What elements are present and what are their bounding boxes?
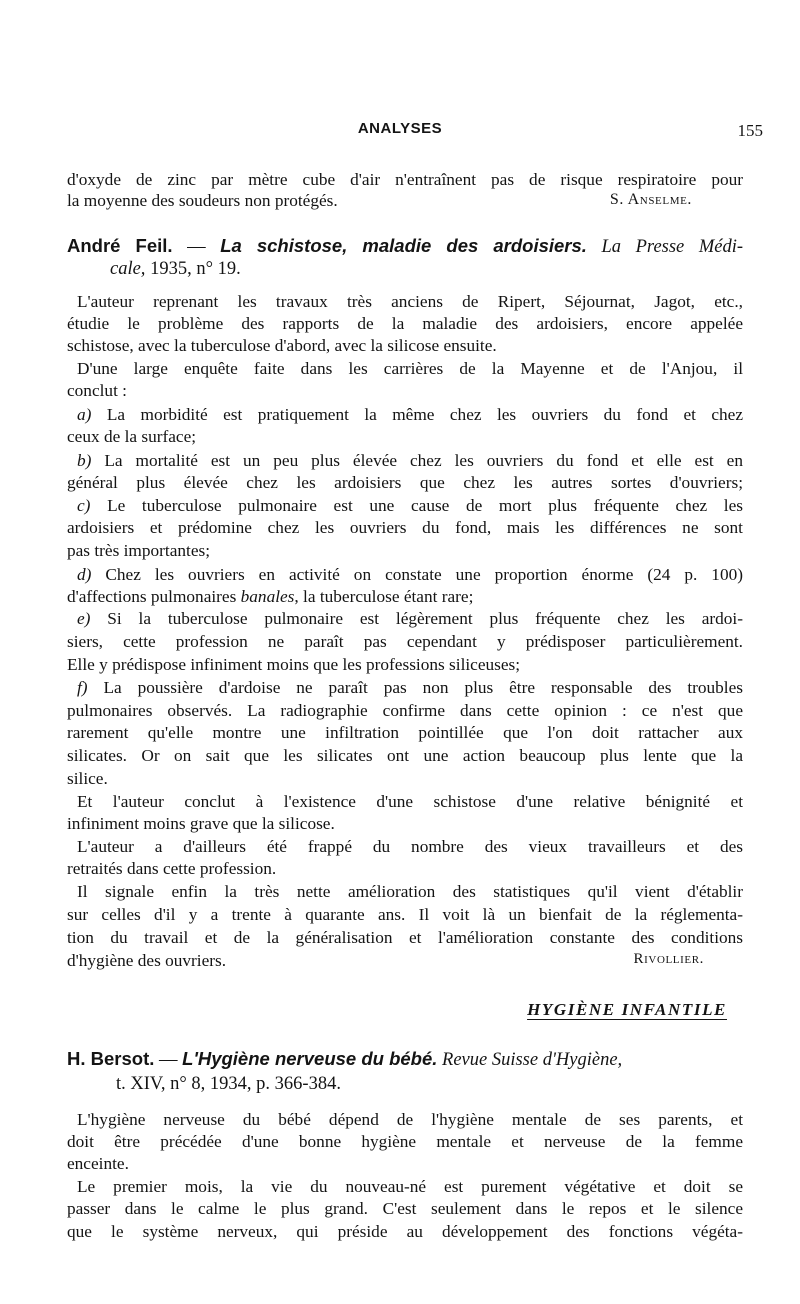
item-marker-d: d) bbox=[77, 565, 92, 584]
running-header-title: ANALYSES bbox=[357, 120, 443, 137]
section-heading: HYGIÈNE INFANTILE bbox=[527, 1000, 727, 1019]
article1-text-segment: , la tuberculose étant rare; bbox=[294, 587, 474, 606]
article2-reference bbox=[67, 1048, 743, 1071]
article2-journal: Revue Suisse d'Hygiène, bbox=[437, 1050, 623, 1070]
article2-line: que le système nerveux, qui préside au développement des fonctions végéta- bbox=[67, 1222, 743, 1241]
article1-reference-cont bbox=[110, 258, 743, 280]
article1-reference bbox=[67, 235, 743, 258]
article1-line: ceux de la surface; bbox=[67, 427, 197, 446]
article2-title: L'Hygiène nerveuse du bébé. bbox=[182, 1048, 438, 1069]
article1-line: Chez les ouvriers en activité on constate une proportion énorme (24 p. 100) bbox=[105, 565, 743, 584]
article1-line: Il signale enfin la très nette amélioration des statistiques qu'il vient d'établir bbox=[77, 882, 743, 901]
article1-line: infiniment moins grave que la silicose. bbox=[67, 814, 335, 833]
item-marker-b: b) bbox=[77, 451, 92, 470]
article1-line: rarement qu'elle montre une infiltration pointillée que l'on doit rattacher aux bbox=[67, 723, 743, 742]
article1-item-e bbox=[67, 609, 743, 630]
article1-line: Le tuberculose pulmonaire est une cause de mort plus fréquente chez les bbox=[107, 496, 743, 515]
article1-item-f bbox=[67, 678, 743, 699]
item-marker-a: a) bbox=[77, 405, 92, 424]
article1-italic-word: banales bbox=[240, 587, 295, 606]
article1-journal-part1: La Presse Médi- bbox=[586, 237, 744, 257]
article1-text-segment: d'affections pulmonaires bbox=[67, 587, 241, 606]
article1-line: L'auteur a d'ailleurs été frappé du nombre des vieux travailleurs et des bbox=[77, 837, 743, 856]
article1-item-d bbox=[67, 565, 743, 586]
article1-line: conclut : bbox=[67, 381, 127, 400]
item-marker-f: f) bbox=[77, 678, 88, 697]
article1-line: siers, cette profession ne paraît pas cependant y prédisposer particulièrement. bbox=[67, 632, 743, 651]
article1-item-a bbox=[67, 405, 743, 426]
item-marker-e: e) bbox=[77, 609, 91, 628]
article2-dash: — bbox=[154, 1050, 183, 1070]
article2-citation: t. XIV, n° 8, 1934, p. 366-384. bbox=[116, 1074, 341, 1094]
article1-line: D'une large enquête faite dans les carrières de la Mayenne et de l'Anjou, il bbox=[77, 359, 743, 378]
article1-line-with-italic bbox=[67, 587, 743, 608]
page-number: 155 bbox=[737, 121, 763, 140]
article1-line: silice. bbox=[67, 769, 108, 788]
article1-line: La poussière d'ardoise ne paraît pas non plus être responsable des troubles bbox=[103, 678, 743, 697]
article1-line: Elle y prédispose infiniment moins que les professions siliceuses; bbox=[67, 655, 521, 674]
article1-dash: — bbox=[172, 237, 221, 257]
article1-line: général plus élevée chez les ardoisiers que chez les autres sortes d'ouvriers; bbox=[67, 473, 743, 492]
article1-item-c bbox=[67, 496, 743, 517]
item-marker-c: c) bbox=[77, 496, 91, 515]
article1-line: d'hygiène des ouvriers. bbox=[67, 951, 227, 970]
article2-line: Le premier mois, la vie du nouveau-né est purement végétative et doit se bbox=[77, 1177, 743, 1196]
article1-citation: 1935, n° 19. bbox=[145, 259, 241, 279]
article2-author: H. Bersot. bbox=[67, 1048, 155, 1069]
article1-author: André Feil. bbox=[67, 235, 173, 256]
article1-signature: Rivollier. bbox=[633, 951, 704, 967]
article1-line: La mortalité est un peu plus élevée chez les ouvriers du fond et elle est en bbox=[104, 451, 743, 470]
article1-line: L'auteur reprenant les travaux très anciens de Ripert, Séjournat, Jagot, etc., bbox=[77, 292, 743, 311]
article1-line: tion du travail et de la généralisation et l'amélioration constante des conditions bbox=[67, 928, 743, 947]
article1-line: retraités dans cette profession. bbox=[67, 859, 277, 878]
article1-line: ardoisiers et prédomine chez les ouvriers du fond, mais les différences ne sont bbox=[67, 518, 743, 537]
article1-title: La schistose, maladie des ardoisiers. bbox=[220, 235, 587, 256]
article1-line: pulmonaires observés. La radiographie confirme dans cette opinion : ce n'est que bbox=[67, 701, 743, 720]
intro-signature: S. Anselme. bbox=[609, 191, 692, 208]
article2-line: enceinte. bbox=[67, 1154, 129, 1173]
article1-journal-part2: cale, bbox=[110, 259, 146, 279]
article1-line: sur celles d'il y a trente à quarante ans. Il voit là un bienfait de la réglementa- bbox=[67, 905, 743, 924]
article1-line: étudie le problème des rapports de la maladie des ardoisiers, encore appelée bbox=[67, 314, 743, 333]
article2-line: doit être précédée d'une bonne hygiène mentale et nerveuse de la femme bbox=[67, 1132, 743, 1151]
article2-line: L'hygiène nerveuse du bébé dépend de l'hygiène mentale de ses parents, et bbox=[77, 1110, 743, 1129]
article1-line: La morbidité est pratiquement la même chez les ouvriers du fond et chez bbox=[106, 405, 743, 424]
article1-line: Et l'auteur conclut à l'existence d'une schistose d'une relative bénignité et bbox=[77, 792, 743, 811]
intro-line-2: la moyenne des soudeurs non protégés. bbox=[67, 191, 338, 210]
article1-line: pas très importantes; bbox=[67, 541, 211, 560]
intro-line-1: d'oxyde de zinc par mètre cube d'air n'entraînent pas de risque respiratoire pour bbox=[67, 170, 743, 189]
article1-line: Si la tuberculose pulmonaire est légèrement plus fréquente chez les ardoi- bbox=[107, 609, 743, 628]
article1-line: silicates. Or on sait que les silicates ont une action beaucoup plus lente que la bbox=[67, 746, 743, 765]
article2-line: passer dans le calme le plus grand. C'est seulement dans le repos et le silence bbox=[67, 1199, 743, 1218]
article1-item-b bbox=[67, 451, 743, 472]
article1-line: schistose, avec la tuberculose d'abord, avec la silicose ensuite. bbox=[67, 336, 497, 355]
